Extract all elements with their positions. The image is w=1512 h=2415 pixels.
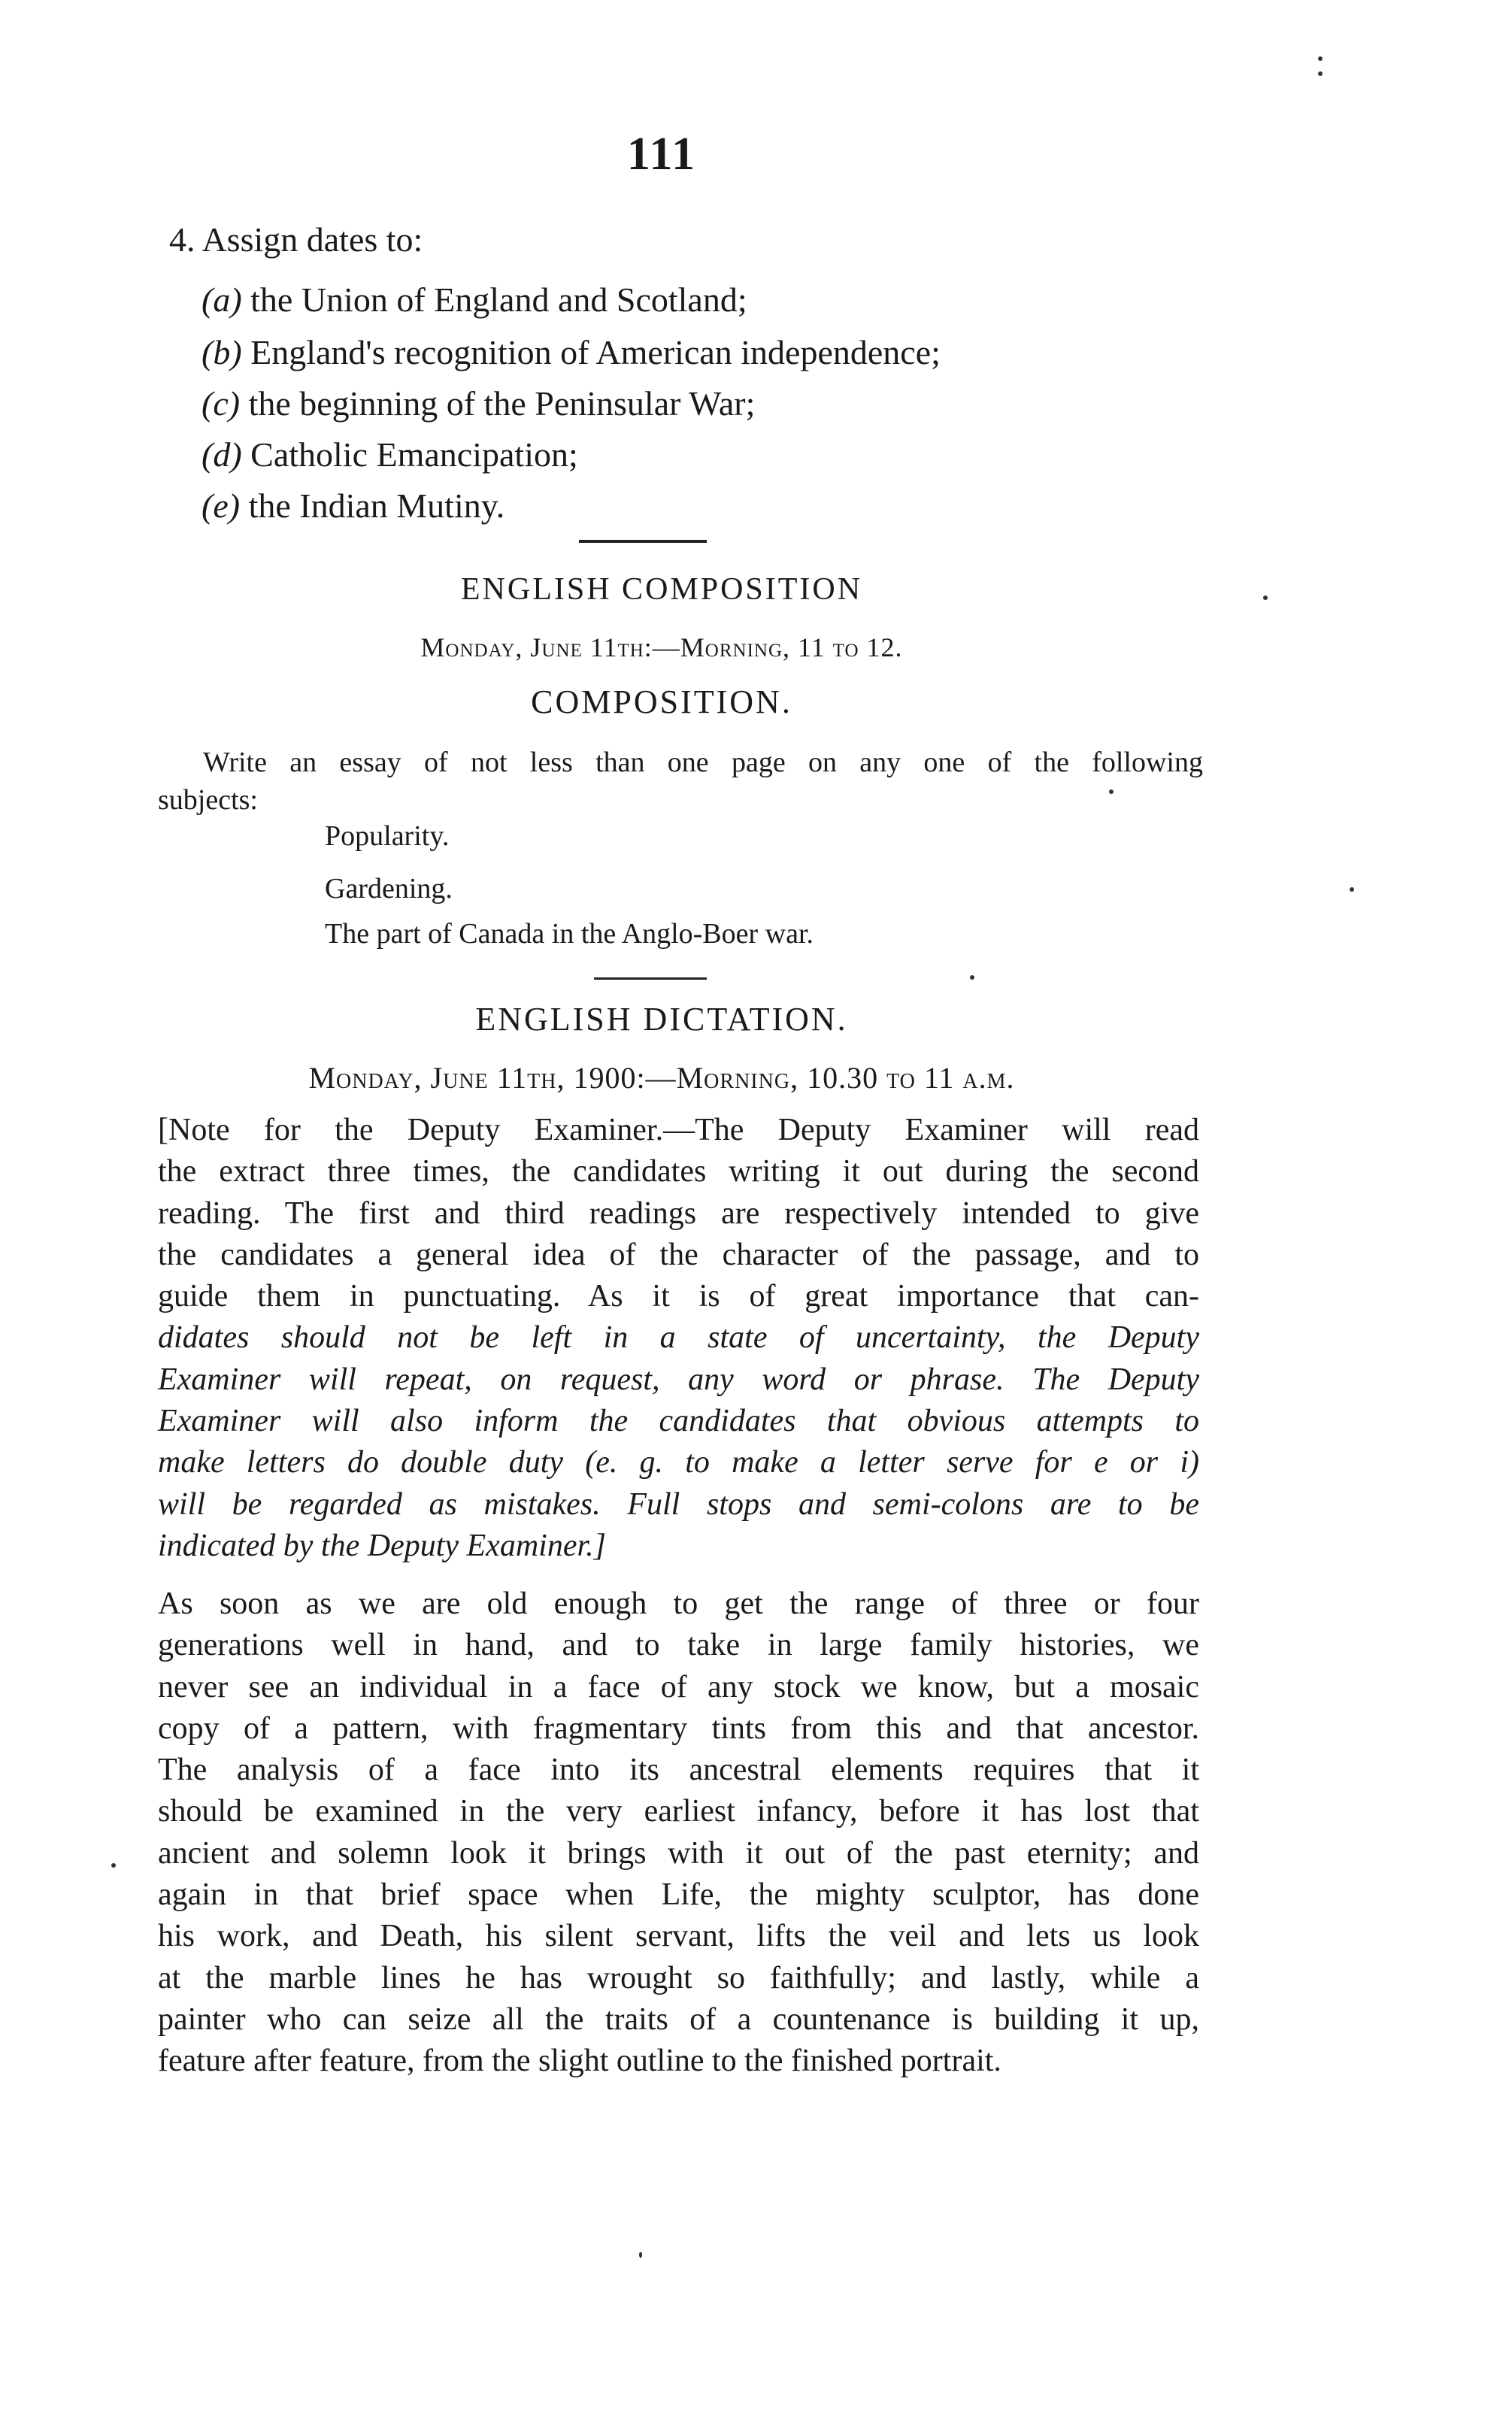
composition-date: Monday, June 11th:—Morning, 11 to 12. — [420, 632, 903, 662]
dictation-passage: As soon as we are old enough to get the range of three or four generations well in hand, and to take in large family histories, we never see an individual in a face of any stock we know, but a mosaic copy of a pattern, with fragmentary tints from this and that ancestor. The analysis of a face into its ancestral elements requires that it should be examined in the very earliest infancy, before it has lost that ancient and solemn look it brings with it out of the past eternity; and again in that brief space when Life, the mighty sculptor, has done his work, and Death, his silent servant, lifts the veil and lets us look at the marble lines he has wrought so faithfully; and lastly, while a painter who can seize all the traits of a countenance is building it up, feature after feature, from the slight outline to the finished portrait. — [158, 1586, 1199, 2079]
scan-speck — [1109, 789, 1114, 794]
scan-speck — [1318, 56, 1323, 61]
question-item-b: (b) England's recognition of American independence; — [201, 333, 941, 371]
question-item-a: (a) the Union of England and Scotland; — [201, 280, 747, 319]
composition-subtitle: COMPOSITION. — [531, 683, 792, 720]
dictation-date: Monday, June 11th, 1900:—Morning, 10.30 to 11 a.m. — [308, 1061, 1015, 1095]
scan-speck — [639, 2252, 642, 2258]
question-item-d: (d) Catholic Emancipation; — [201, 435, 578, 474]
dictation-title: ENGLISH DICTATION. — [475, 1001, 848, 1038]
composition-topic-1: Popularity. — [325, 820, 450, 852]
section-divider — [579, 540, 707, 543]
scan-speck — [1350, 887, 1354, 892]
page-number: 111 — [626, 129, 697, 180]
question-item-c: (c) the beginning of the Peninsular War; — [201, 384, 756, 423]
scan-speck — [1263, 595, 1268, 600]
examiner-note: [Note for the Deputy Examiner.—The Deputy Examiner will read the extract three times, the candidates writing it out during the second reading. The first and third readings are respectively intended to give the candidates a general idea of the character of the passage, and to guide them in punctuating. As it is of great importance that can- didates should not be left in a state of uncertainty, the Deputy Examiner will repeat, on request, any word or phrase. The Deputy Examiner will also inform the candidates that obvious attempts to make letters do double duty (e. g. to make a letter serve for e or i) will be regarded as mistakes. Full stops and semi-colons are to be indicated by the Deputy Examiner.] — [158, 1113, 1199, 1563]
scan-speck — [111, 1863, 116, 1868]
scan-speck — [1318, 71, 1323, 76]
composition-instruction: Write an essay of not less than one page on any one of the following — [203, 747, 1203, 778]
question-4-heading: 4. Assign dates to: — [169, 220, 423, 259]
composition-topic-2: Gardening. — [325, 873, 453, 904]
question-item-e: (e) the Indian Mutiny. — [201, 486, 505, 525]
composition-instruction-cont: subjects: — [158, 784, 258, 816]
section-divider-2 — [594, 977, 707, 980]
composition-topic-3: The part of Canada in the Anglo-Boer war. — [325, 918, 814, 950]
composition-title: ENGLISH COMPOSITION — [460, 572, 863, 607]
scan-speck — [970, 975, 974, 980]
